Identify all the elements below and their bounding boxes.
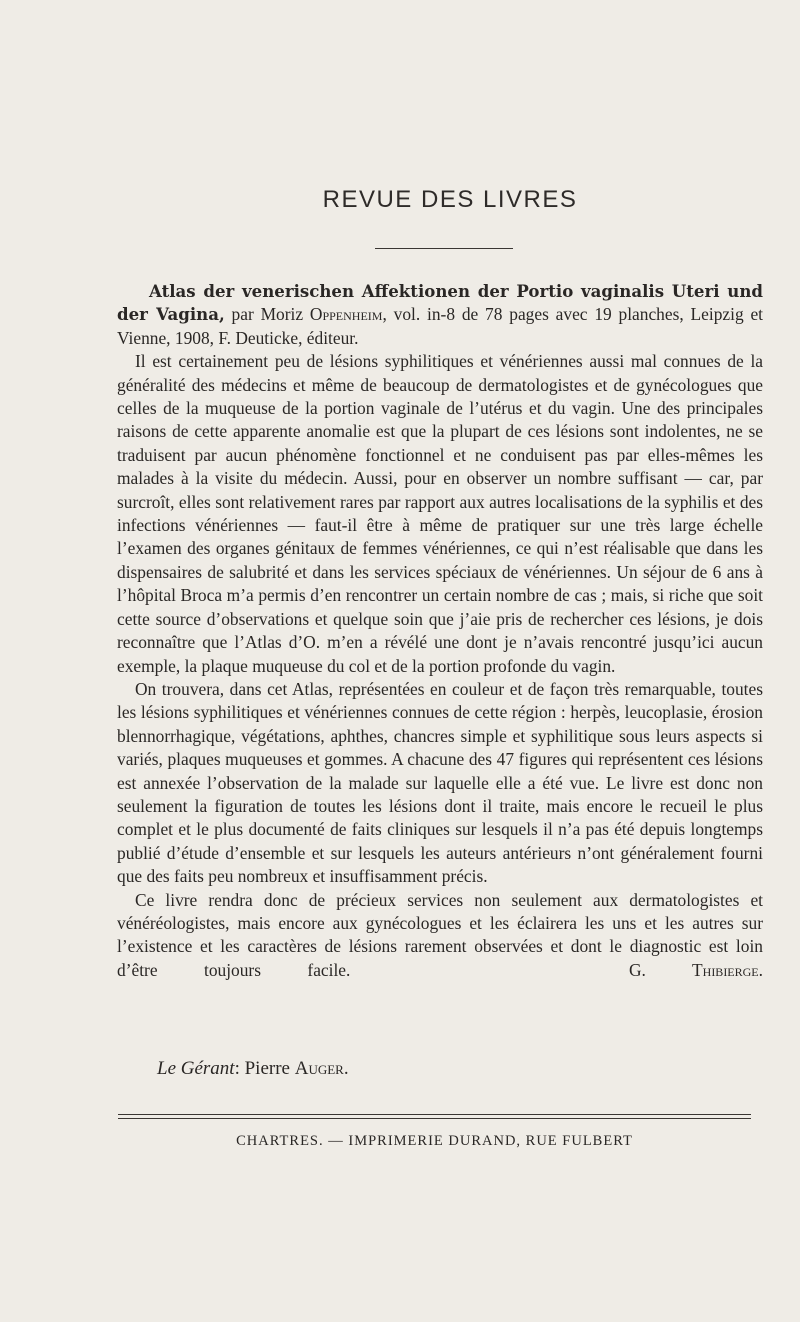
gerant-label: Le Gérant xyxy=(157,1058,235,1079)
section-title: REVUE DES LIVRES xyxy=(322,186,578,213)
book-review xyxy=(117,280,763,982)
review-closing-text: Ce livre rendra donc de précieux services non seulement aux dermatologistes et vénéréologistes, mais encore aux gynécologues et les éclairera les uns et les autres sur l’existence et les caractères de lésions rarement observées et dont le diagnostic est loin d’être toujours facile. xyxy=(117,889,763,980)
title-divider xyxy=(375,248,513,249)
publication-details: , vol. in-8 de 78 pages avec 19 planches, Leipzig et Vienne, 1908, F. Deuticke, éditeur. xyxy=(117,304,763,348)
review-paragraph-1: Il est certainement peu de lésions syphilitiques et vénériennes aussi mal connues de la généralité des médecins et même de beaucoup de dermatologistes et de gynécologues que celles de la muqueuse de la portion vaginale de l’utérus et du vagin. Une des principales raisons de cette apparente anomalie est que la plupart de ces lésions sont indolentes, ne se traduisent par aucun phénomène fonctionnel et ne conduisent pas par elles-mêmes les malades à la visite du médecin. Aussi, pour en observer un nombre suffisant — car, par surcroît, elles sont relativement rares par rapport aux autres localisations de la syphilis et des infections vénériennes — faut-il être à même de pratiquer sur une très large échelle l’examen des organes génitaux de femmes vénériennes, ce qui n’est réalisable que dans les dispensaires de salubrité et dans les services spéciaux de vénériennes. Un séjour de 6 ans à l’hôpital Broca m’a permis d’en rencontrer un certain nombre de cas ; mais, si riche que soit cette source d’observations et quelque soin que j’aie pris de rechercher ces lésions, je dois reconnaître que l’Atlas d’O. m’en a révélé une dont je n’avais rencontré jusqu’ici aucun exemple, la plaque muqueuse du col et de la portion profonde du vagin. xyxy=(117,351,763,676)
footer-rule-bottom xyxy=(118,1118,751,1119)
gerant-surname: Auger. xyxy=(294,1058,349,1079)
gerant-line xyxy=(157,1058,349,1080)
review-paragraph-3 xyxy=(117,889,763,983)
review-signature: G. Thibierge. xyxy=(629,959,763,980)
review-citation xyxy=(117,280,763,350)
footer-rule-top xyxy=(118,1114,751,1115)
gerant-first-name: Pierre xyxy=(244,1058,295,1079)
review-paragraph-2: On trouvera, dans cet Atlas, représentées en couleur et de façon très remarquable, toutes les lésions syphilitiques et vénériennes connues de cette région : herpès, leucoplasie, érosion blennorrhagique, végétations, aphthes, chancres simple et syphilitique sous leurs aspects si variés, plaques muqueuses et gommes. A chacune des 47 figures qui représentent ces lésions est annexée l’observation de la malade sur laquelle elle a été vue. Le livre est donc non seulement la figuration de toutes les lésions dont il traite, mais encore le recueil le plus complet et le plus documenté de faits cliniques sur lesquels il n’a pas été depuis longtemps publié d’étude d’ensemble et sur lesquels les auteurs antérieurs n’ont généralement fourni que des faits peu nombreux et insuffisamment précis. xyxy=(117,678,763,887)
citation-by: par Moriz xyxy=(224,304,310,325)
gerant-separator: : xyxy=(234,1058,245,1079)
author-surname: Oppenheim xyxy=(309,304,383,325)
printer-imprint: CHARTRES. — IMPRIMERIE DURAND, RUE FULBERT xyxy=(236,1133,633,1149)
book-title: Atlas der venerischen Affektionen der Portio vaginalis Uteri und der Vagina, xyxy=(117,281,763,325)
